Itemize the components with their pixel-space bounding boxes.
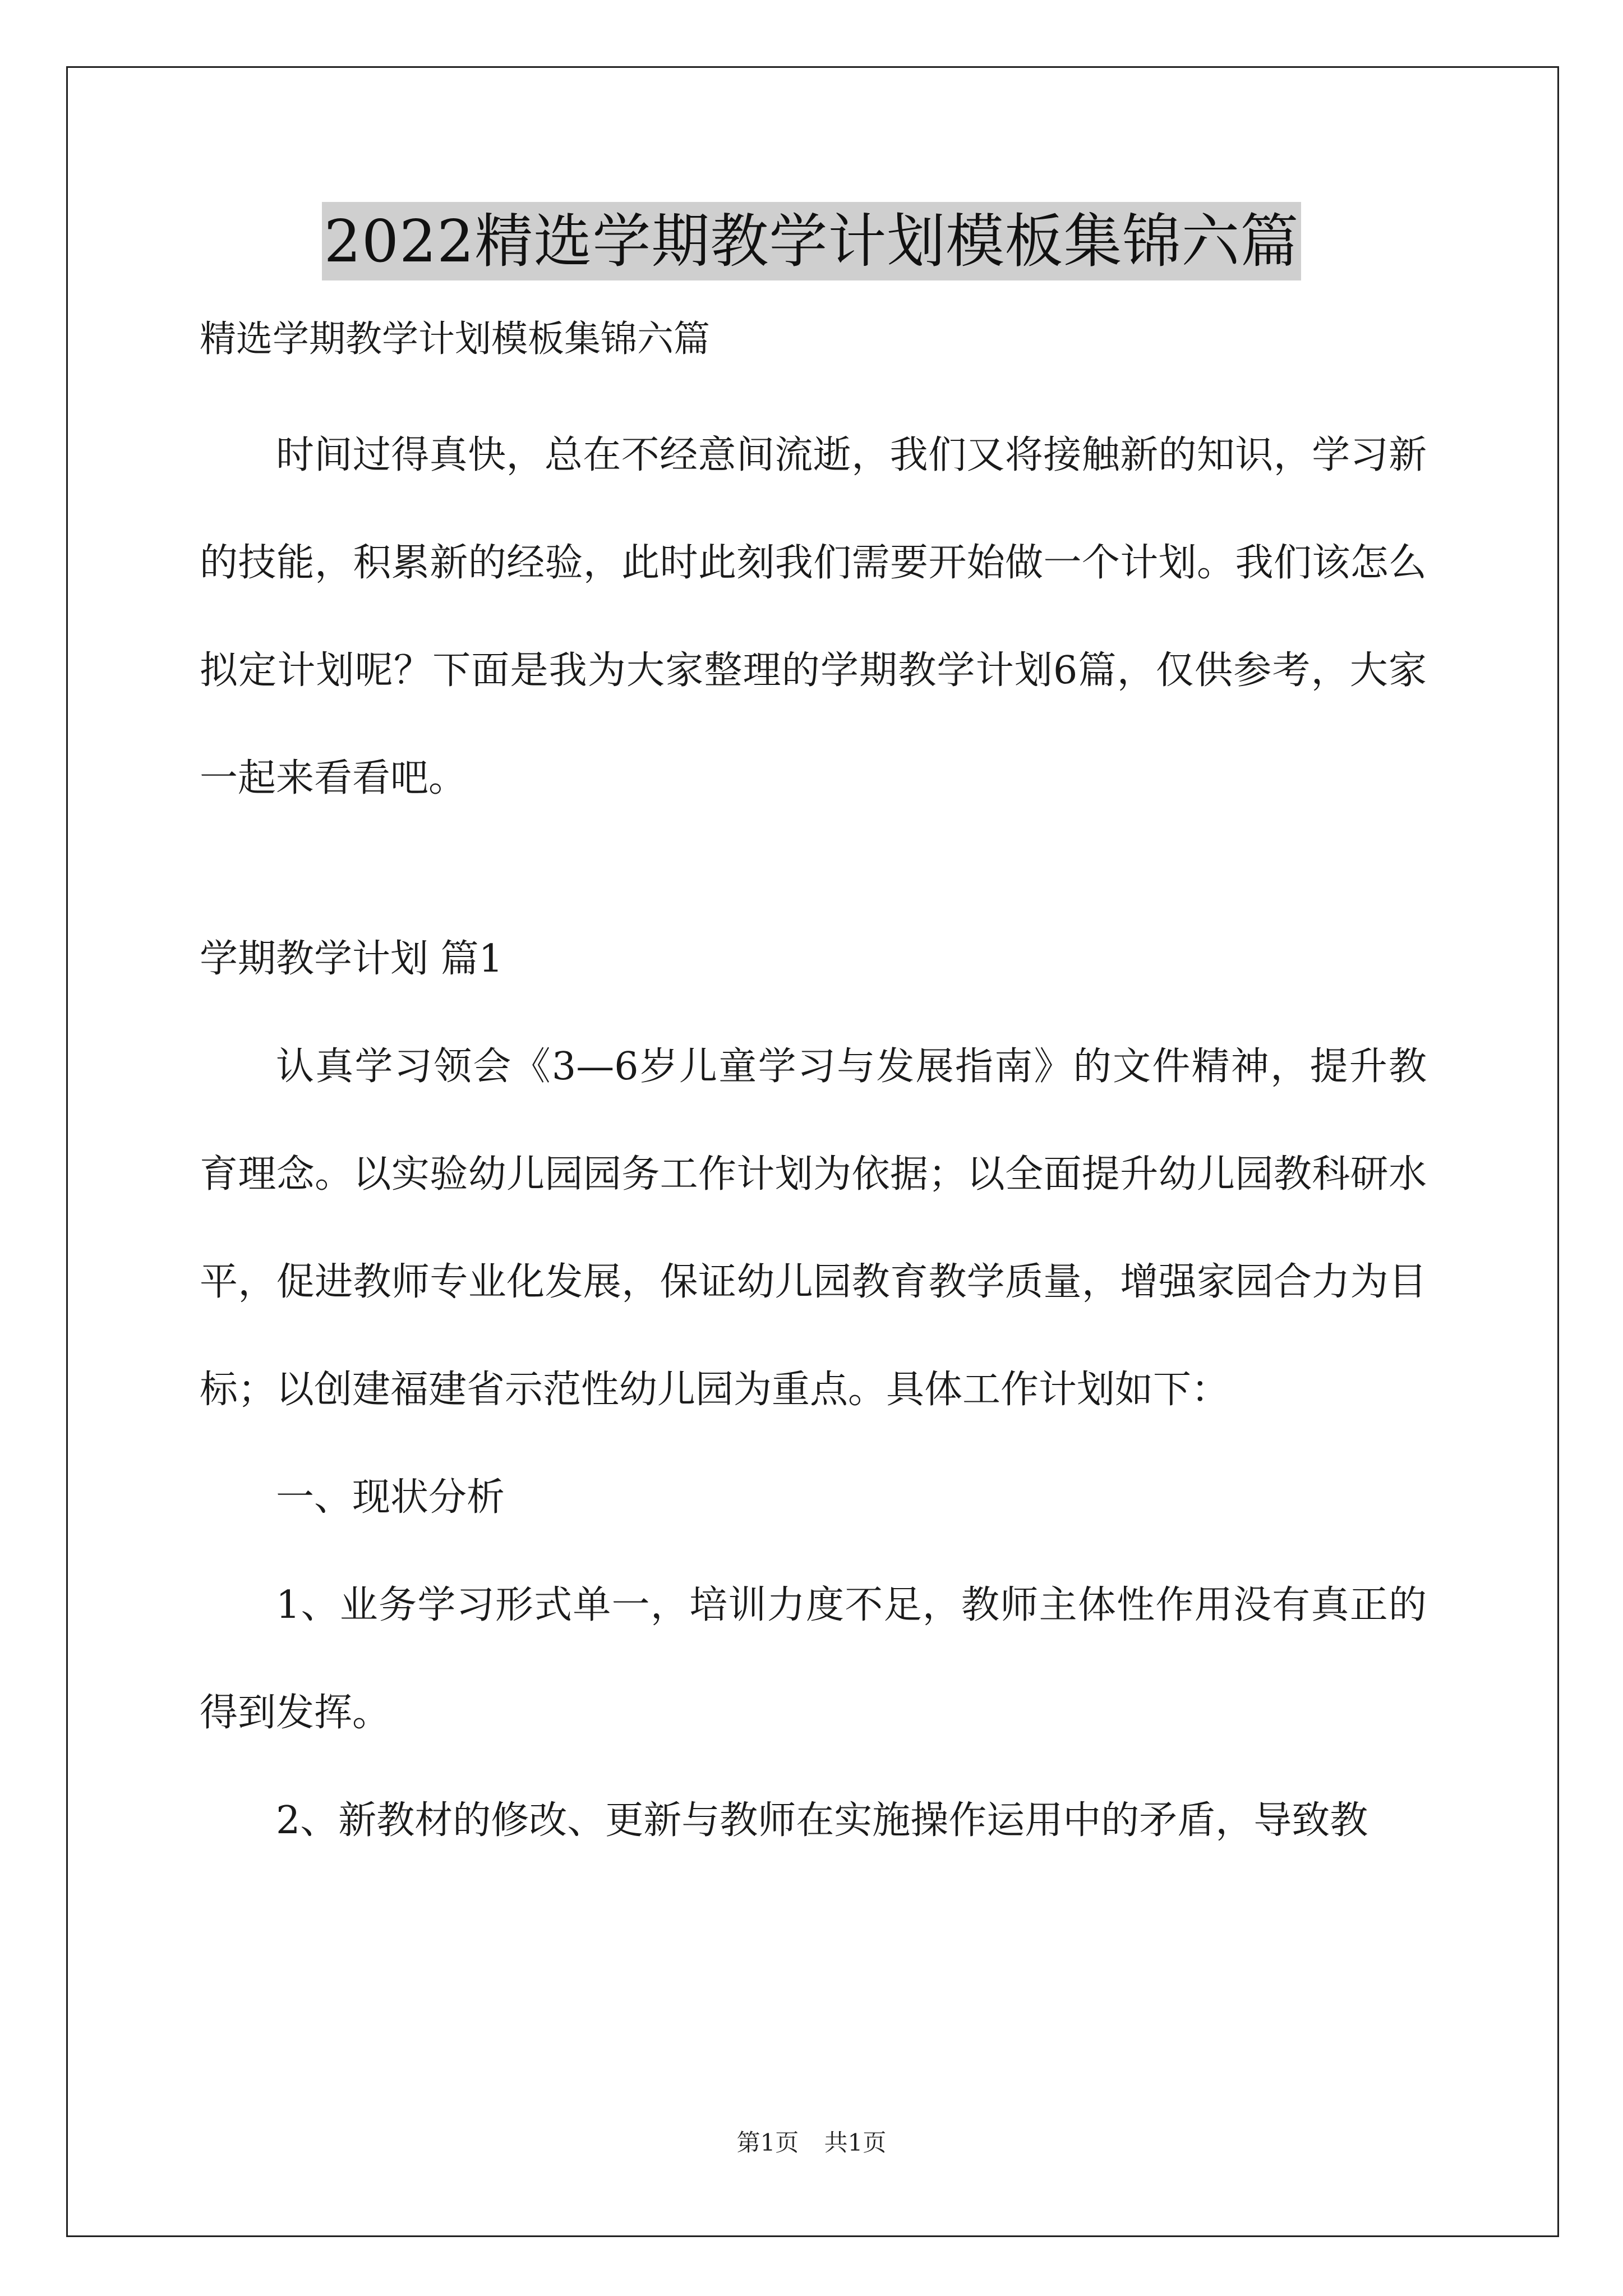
document-subtitle: 精选学期教学计划模板集锦六篇 [200, 318, 711, 360]
document-title: 2022精选学期教学计划模板集锦六篇 [322, 202, 1302, 280]
page-total: 共1页 [824, 2129, 887, 2156]
subheading-current-analysis: 一、现状分析 [276, 1475, 505, 1520]
section-heading: 学期教学计划 篇1 [200, 937, 503, 981]
page-number: 第1页 [736, 2129, 799, 2156]
title-block [0, 202, 1623, 280]
list-item: 2、新教材的修改、更新与教师在实施操作运用中的矛盾，导致教 [276, 1798, 1368, 1843]
intro-paragraph: 时间过得真快，总在不经意间流逝，我们又将接触新的知识，学习新的技能，积累新的经验，此时此刻我们需要开始做一个计划。我们该怎么拟定计划呢？下面是我为大家整理的学期教学计划6篇，仅供参考，大家一起来看看吧。 [200, 433, 1427, 800]
body-paragraph: 认真学习领会《3—6岁儿童学习与发展指南》的文件精神，提升教育理念。以实验幼儿园园务工作计划为依据；以全面提升幼儿园教科研水平，促进教师专业化发展，保证幼儿园教育教学质量，增强家园合力为目标；以创建福建省示范性幼儿园为重点。具体工作计划如下： [200, 1045, 1427, 1412]
page-footer [0, 2126, 1623, 2160]
document-body [200, 314, 1427, 1875]
list-item: 1、业务学习形式单一，培训力度不足，教师主体性作用没有真正的得到发挥。 [200, 1583, 1427, 1735]
